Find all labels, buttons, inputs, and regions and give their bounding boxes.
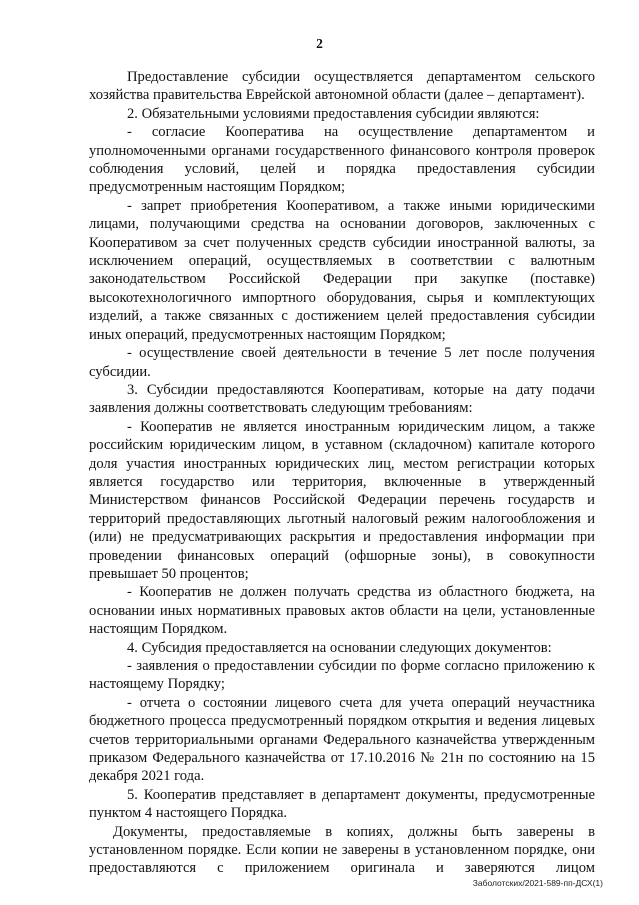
paragraph-section-5: 5. Кооператив представляет в департамент документы, предусмотренные пунктом 4 настоящего Порядка.: [89, 786, 595, 822]
paragraph-five-years: - осуществление своей деятельности в течение 5 лет после получения субсидии.: [89, 345, 595, 380]
paragraph-account-report: - отчета о состоянии лицевого счета для учета операций неучастника бюджетного процесса предусмотренный порядком открытия и ведения лицевых счетов территориальными органами Федерального казначейства утвержденным приказом Федерального казначейства от 17.10.2016 № 21н по состоянию на 15 декабря 2021 года.: [89, 694, 595, 785]
paragraph-section-3: 3. Субсидии предоставляются Кооперативам, которые на дату подачи заявления должны соответствовать следующим требованиям:: [89, 381, 595, 417]
paragraph-section-2: 2. Обязательными условиями предоставления субсидии являются:: [127, 105, 540, 122]
paragraph-intro: Предоставление субсидии осуществляется департаментом сельского хозяйства правительства Еврейской автономной области (далее – департамент).: [89, 69, 595, 104]
paragraph-regional-budget: - Кооператив не должен получать средства из областного бюджета, на основании иных нормативных правовых актов области на цели, установленные настоящим Порядком.: [89, 584, 595, 638]
paragraph-currency-ban: - запрет приобретения Кооперативом, а также иными юридическими лицами, получающими средства на основании договоров, заключенных с Кооперативом за счет полученных средств субсидии иностранной валюты, за исключением операций, осуществляемых в соответствии с валютным законодательством Российской Федерации при закупке (поставке) высокотехнологичного импортного оборудования, сырья и комплектующих изделий, а также связанных с достижением целей предоставления субсидии иных операций, предусмотренных настоящим Порядком;: [89, 197, 595, 343]
document-footer-code: Заболотских/2021-589-пп-ДСХ(1): [472, 878, 603, 888]
paragraph-foreign-entity: - Кооператив не является иностранным юридическим лицом, а также российским юридическим лицом, в уставном (складочном) капитале которого доля участия иностранных юридических лиц, местом регистрации которых является государство или территория, включенные в утвержденный Министерством финансов Российской Федерации перечень государств и территорий предоставляющих льготный налоговый режим налогообложения и (или) не предусматривающих раскрытия и предоставления информации при проведении финансовых операций (офшорные зоны), в совокупности превышает 50 процентов;: [89, 418, 595, 582]
page-number: 2: [316, 36, 323, 51]
paragraph-application: - заявления о предоставлении субсидии по форме согласно приложению к настоящему Порядку;: [89, 658, 595, 693]
paragraph-consent: - согласие Кооператива на осуществление департаментом и уполномоченными органами государственного финансового контроля проверок соблюдения условий, целей и порядка предоставления субсидии предусмотренным настоящим Порядком;: [89, 124, 595, 196]
paragraph-section-4: 4. Субсидия предоставляется на основании следующих документов:: [127, 639, 552, 656]
paragraph-copies: Документы, предоставляемые в копиях, должны быть заверены в установленном порядке. Если копии не заверены в установленном порядке, они предоставляются с приложением оригинала и заверяются лицом: [89, 823, 595, 877]
document-body: [89, 68, 595, 878]
